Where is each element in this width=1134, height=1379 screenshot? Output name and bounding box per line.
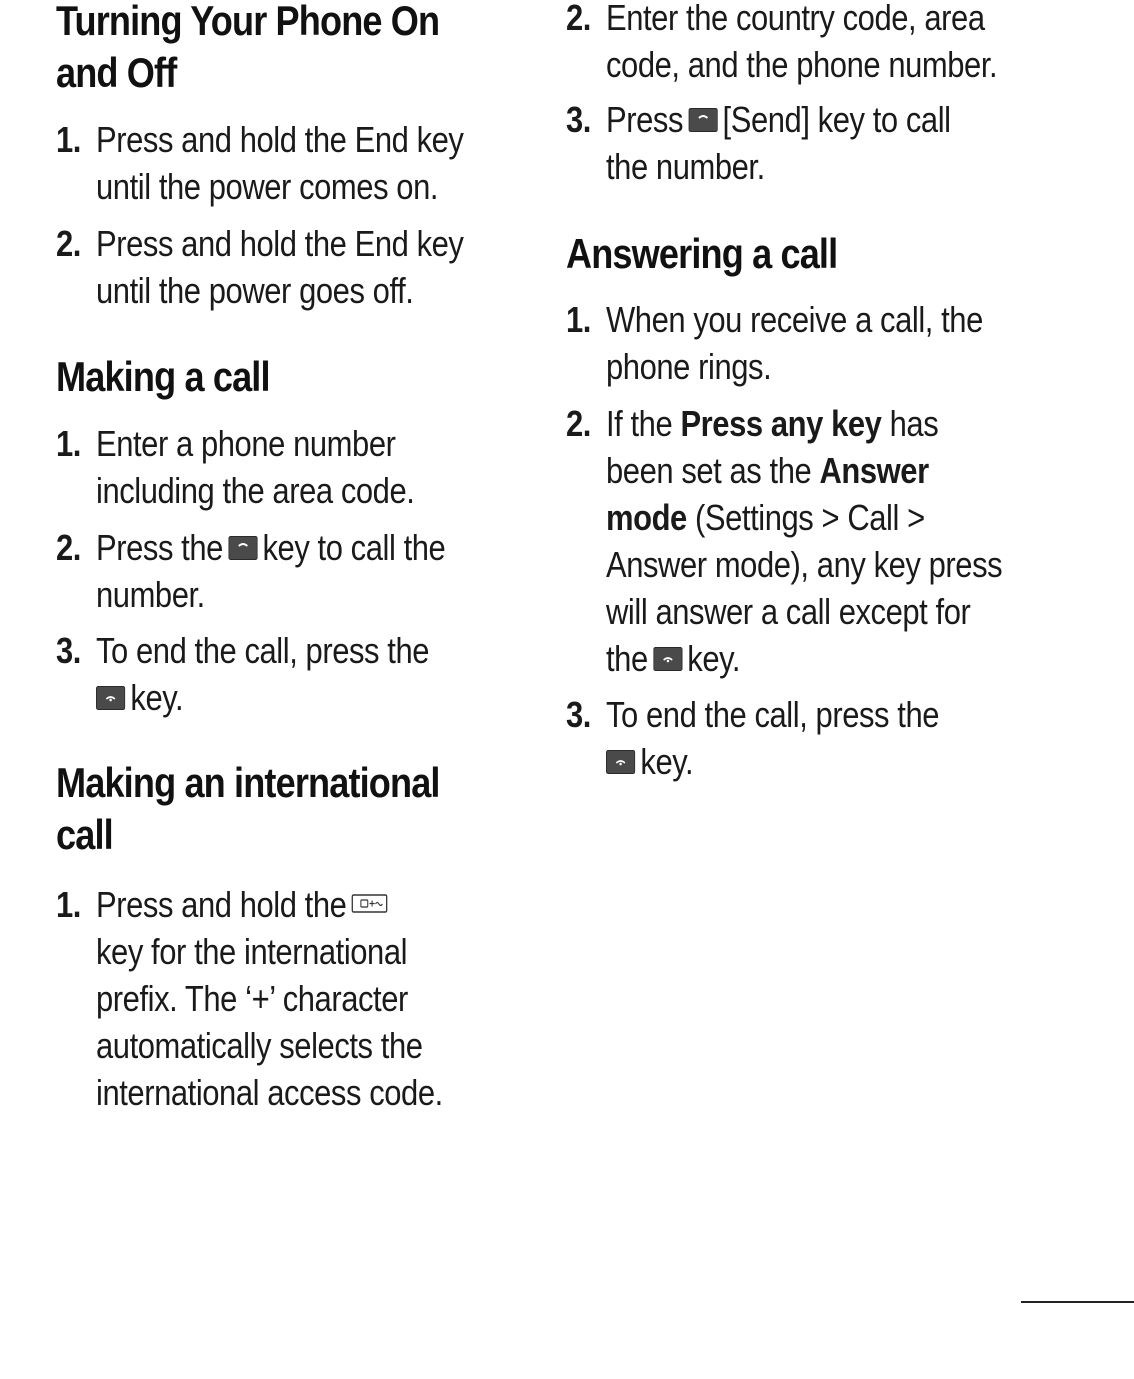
item-line: Enter a phone number: [96, 423, 396, 464]
item-line: Enter the country code, area: [606, 0, 985, 38]
list-item: [56, 220, 556, 314]
list-item: [56, 627, 556, 721]
list-item: [56, 420, 556, 514]
item-text: [96, 116, 492, 210]
item-text-fragment: key.: [130, 677, 184, 718]
title-line: and Off: [56, 49, 177, 96]
item-line: Press and hold the End key: [96, 119, 464, 160]
item-line: phone rings.: [606, 346, 772, 387]
zero-plus-key-icon: [352, 893, 388, 917]
item-text-fragment: Press the: [96, 527, 223, 568]
item-line: including the area code.: [96, 470, 415, 511]
item-line: will answer a call except for: [606, 591, 971, 632]
title-line: Turning Your Phone On: [56, 0, 440, 44]
item-text-fragment: Press and hold the: [96, 884, 347, 925]
list-item: [56, 881, 556, 1116]
item-number: 2.: [566, 0, 591, 38]
item-number: 1.: [566, 299, 591, 340]
item-line: [606, 738, 1019, 785]
item-line: [606, 96, 1019, 143]
item-text: [606, 691, 1019, 785]
section-title-answering-call: [566, 228, 837, 280]
item-line: [606, 635, 1019, 682]
send-key-icon: [228, 536, 257, 560]
item-number: 3.: [56, 630, 81, 671]
item-line: international access code.: [96, 1072, 443, 1113]
item-number: 3.: [566, 99, 591, 140]
item-number: 1.: [56, 423, 81, 464]
item-line: automatically selects the: [96, 1025, 423, 1066]
item-text: [96, 420, 492, 514]
item-text: [606, 96, 1019, 190]
item-text: [96, 627, 492, 721]
list-item: [566, 0, 1086, 88]
item-number: 1.: [56, 119, 81, 160]
item-number: 1.: [56, 884, 81, 925]
item-number: 2.: [566, 403, 591, 444]
item-line: prefix. The ‘+’ character: [96, 978, 408, 1019]
item-line: code, and the phone number.: [606, 44, 998, 85]
item-line: To end the call, press the: [96, 630, 430, 671]
item-line: To end the call, press the: [606, 694, 940, 735]
list-item: [566, 691, 1086, 785]
item-line: key for the international: [96, 931, 408, 972]
section-title-making-call: [56, 351, 270, 403]
title-line: Making an international: [56, 759, 440, 806]
item-text-fragment: (Settings > Call >: [695, 497, 925, 538]
item-line: [606, 447, 1019, 494]
item-text-fragment: key.: [687, 638, 741, 679]
item-line: number.: [96, 574, 205, 615]
item-number: 3.: [566, 694, 591, 735]
item-text-fragment: [Send] key to call: [722, 99, 951, 140]
item-line: When you receive a call, the: [606, 299, 983, 340]
item-text-fragment: has: [889, 403, 939, 444]
section-title-turning-on-off: [56, 0, 439, 99]
item-text: [96, 524, 492, 618]
footer-rule: [1021, 1301, 1134, 1303]
item-line: Answer mode), any key press: [606, 544, 1003, 585]
send-key-icon: [688, 108, 717, 132]
item-text: [606, 0, 1019, 88]
item-bold-term: Answer: [819, 450, 929, 491]
title-line: Making a call: [56, 353, 270, 400]
item-text-fragment: been set as the: [606, 450, 812, 491]
list-item: [566, 96, 1086, 190]
list-item: [56, 524, 556, 618]
item-number: 2.: [56, 223, 81, 264]
item-line: [606, 494, 1019, 541]
item-number: 2.: [56, 527, 81, 568]
list-item: [566, 400, 1086, 682]
item-line: [606, 400, 1019, 447]
item-line: the number.: [606, 146, 765, 187]
title-line: Answering a call: [566, 230, 838, 277]
item-text-fragment: key.: [640, 741, 694, 782]
item-line: Press and hold the End key: [96, 223, 464, 264]
item-text-fragment: the: [606, 638, 648, 679]
end-key-icon: [653, 647, 682, 671]
item-text-fragment: Press: [606, 99, 683, 140]
end-key-icon: [96, 686, 125, 710]
title-line: call: [56, 811, 113, 858]
item-text: [96, 220, 492, 314]
item-text-fragment: If the: [606, 403, 673, 444]
item-text: [96, 881, 492, 1116]
item-line: until the power goes off.: [96, 270, 414, 311]
list-item: [566, 296, 1086, 390]
item-line: [96, 881, 492, 928]
item-line: [96, 524, 492, 571]
item-line: [96, 674, 492, 721]
item-text: [606, 400, 1019, 682]
item-bold-term: Press any key: [680, 403, 882, 444]
item-text: [606, 296, 1019, 390]
end-key-icon: [606, 750, 635, 774]
section-title-international-call: [56, 757, 440, 861]
item-text-fragment: key to call the: [262, 527, 446, 568]
item-line: until the power comes on.: [96, 166, 439, 207]
list-item: [56, 116, 556, 210]
item-bold-term: mode: [606, 497, 687, 538]
